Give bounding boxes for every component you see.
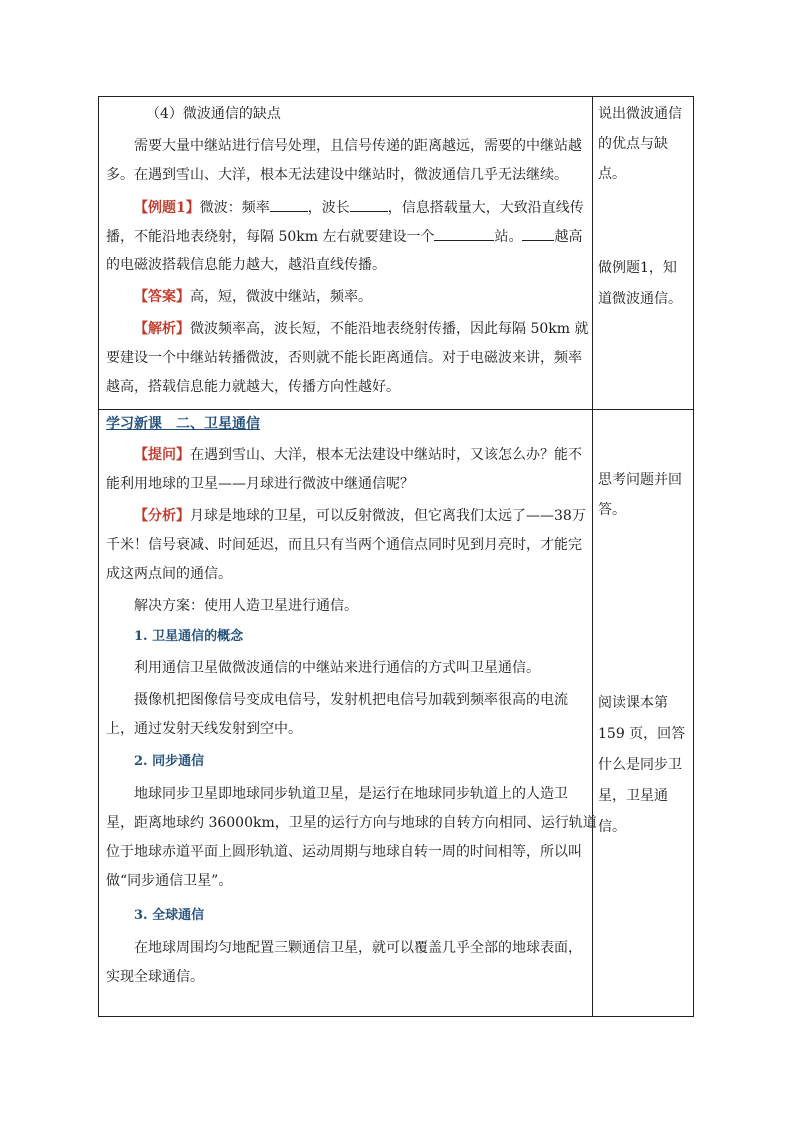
solution-line: 解决方案：使用人造卫星进行通信。 — [134, 598, 358, 614]
analysis-line-2: 要建设一个中继站转播微波，否则就不能长距离通信。对于电磁波来讲，频率 — [106, 350, 582, 366]
example-line-3: 的电磁波搭载信息能力越大，越沿直线传播。 — [106, 257, 386, 273]
question-line-2: 能利用地球的卫星——月球进行微波中继通信呢？ — [106, 476, 414, 492]
section-title: 学习新课 二、卫星通信 — [106, 416, 260, 432]
side-note-line: 点。 — [598, 166, 626, 182]
example-label: 【例题1】 — [134, 200, 200, 216]
side-note-line: 信。 — [598, 819, 626, 835]
sync-line: 星，距离地球约 36000km，卫星的运行方向与地球的自转方向相同、运行轨道 — [106, 815, 597, 831]
answer-label: 【答案】 — [134, 289, 190, 305]
sync-line: 位于地球赤道平面上圆形轨道、运动周期与地球自转一周的时间相等，所以叫 — [106, 844, 582, 860]
concept-heading: 1. 卫星通信的概念 — [134, 629, 244, 644]
analysis-line-1: 【解析】微波频率高，波长短，不能沿地表绕射传播，因此每隔 50km 就 — [134, 321, 589, 337]
sync-heading: 2. 同步通信 — [134, 754, 205, 769]
answer-blank — [434, 226, 494, 241]
answer-blank — [270, 197, 308, 212]
question-line-1: 【提问】在遇到雪山、大洋，根本无法建设中继站时，又该怎么办？能不 — [134, 447, 582, 463]
analysis-label: 【解析】 — [134, 321, 190, 337]
answer-line: 【答案】高，短，微波中继站，频率。 — [134, 289, 372, 305]
analysis-line-2: 千米！信号衰减、时间延迟，而且只有当两个通信点同时见到月亮时，才能完 — [106, 537, 582, 553]
sync-line: 地球同步卫星即地球同步轨道卫星，是运行在地球同步轨道上的人造卫 — [134, 786, 568, 802]
analysis-label: 【分析】 — [134, 508, 190, 524]
question-label: 【提问】 — [134, 447, 190, 463]
row-divider — [98, 409, 694, 410]
side-note-line: 道微波通信。 — [598, 291, 682, 307]
concept-line: 摄像机把图像信号变成电信号，发射机把电信号加载到频率很高的电流 — [134, 692, 568, 708]
disadvantage-line: 多。在遇到雪山、大洋，根本无法建设中继站时，微波通信几乎无法继续。 — [106, 167, 568, 183]
subheading-disadvantages: （4）微波通信的缺点 — [146, 106, 281, 122]
side-note-line: 星，卫星通 — [598, 788, 668, 804]
side-note-line: 159 页，回答 — [598, 726, 686, 742]
side-note-line: 说出微波通信 — [598, 106, 682, 122]
concept-line: 上，通过发射天线发射到空中。 — [106, 721, 302, 737]
analysis-line-1: 【分析】月球是地球的卫星，可以反射微波，但它离我们太远了——38万 — [134, 508, 586, 524]
side-note-line: 答。 — [598, 502, 626, 518]
analysis-line-3: 成这两点间的通信。 — [106, 566, 232, 582]
example-line-1: 【例题1】微波：频率 ，波长 ，信息搭载量大，大致沿直线传 — [134, 197, 584, 218]
column-divider — [592, 96, 593, 1017]
global-heading: 3. 全球通信 — [134, 908, 205, 923]
analysis-line-3: 越高，搭载信息能力就越大，传播方向性越好。 — [106, 379, 400, 395]
answer-blank — [522, 226, 554, 241]
concept-line: 利用通信卫星做微波通信的中继站来进行通信的方式叫卫星通信。 — [134, 660, 540, 676]
side-note-line: 做例题1，知 — [598, 260, 677, 276]
example-line-2: 播，不能沿地表绕射，每隔 50km 左右就要建设一个 站。 越高 — [106, 226, 582, 247]
global-line: 在地球周围均匀地配置三颗通信卫星，就可以覆盖几乎全部的地球表面， — [134, 940, 582, 956]
side-note-line: 的优点与缺 — [598, 136, 668, 152]
lesson-page — [98, 96, 694, 1017]
side-note-line: 思考问题并回 — [598, 472, 682, 488]
global-line: 实现全球通信。 — [106, 969, 204, 985]
answer-blank — [350, 197, 388, 212]
disadvantage-line: 需要大量中继站进行信号处理，且信号传递的距离越远，需要的中继站越 — [134, 138, 582, 154]
side-note-line: 阅读课本第 — [598, 695, 668, 711]
side-note-line: 什么是同步卫 — [598, 757, 682, 773]
sync-line: 做“同步通信卫星”。 — [106, 873, 233, 889]
